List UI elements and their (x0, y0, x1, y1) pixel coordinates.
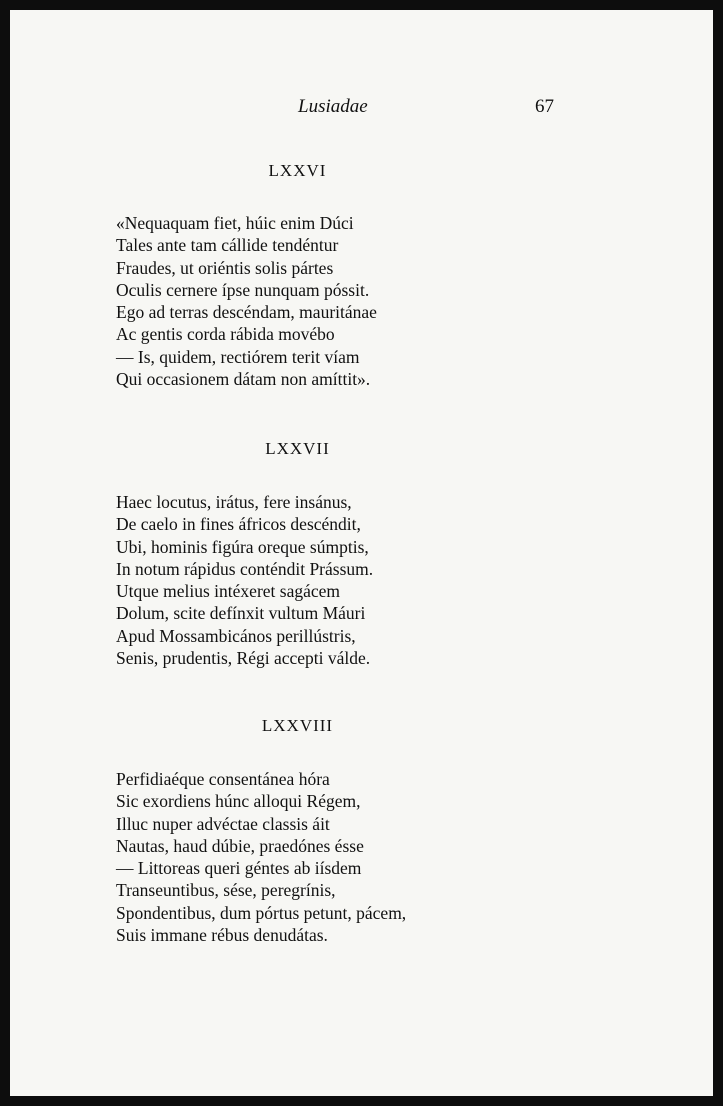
verse-line: Perfidiaéque consentánea hóra (116, 769, 330, 789)
verse-line: Ac gentis corda rábida movébo (116, 324, 335, 345)
verse-line: Ubi, hominis figúra oreque súmptis, (116, 536, 369, 557)
verse-line: Tales ante tam cállide tendéntur (116, 235, 339, 256)
verse-line: Ego ad terras descéndam, mauritánae (116, 302, 377, 323)
verse-line: Apud Mossambicános perillústris, (116, 625, 356, 646)
stanza-heading: LXXVIII (261, 716, 334, 735)
book-page (10, 10, 713, 1096)
verse-line: Transeuntibus, sése, peregrínis, (116, 880, 336, 901)
running-title: Lusiadae (298, 96, 368, 117)
verse-line: Dolum, scite defínxit vultum Máuri (116, 603, 366, 624)
verse-line: Fraudes, ut oriéntis solis pártes (116, 257, 334, 278)
verse-line: In notum rápidus conténdit Prássum. (116, 558, 374, 579)
verse-line: — Is, quidem, rectiórem terit víam (116, 346, 360, 367)
verse-line: Nautas, haud dúbie, praedónes ésse (116, 835, 364, 856)
verse-line: — Littoreas queri géntes ab iísdem (116, 858, 362, 879)
verse-line: Oculis cernere ípse nunquam póssit. (116, 279, 370, 300)
stanza-heading: LXXVII (265, 439, 330, 458)
verse-line: Sic exordiens húnc alloqui Régem, (116, 791, 361, 812)
stanza-lxxvi (116, 212, 596, 390)
verse-line: De caelo in fines áfricos descéndit, (116, 514, 361, 535)
stanza-lxxviii (116, 768, 596, 946)
page-number: 67 (535, 96, 554, 117)
verse-line: «Nequaquam fiet, húic enim Dúci (116, 213, 354, 233)
verse-line: Suis immane rébus denudátas. (116, 925, 328, 946)
verse-line: Haec locutus, irátus, fere insánus, (116, 492, 352, 512)
stanza-heading: LXXVI (268, 161, 327, 180)
stanza-lxxvii (116, 491, 596, 669)
verse-line: Utque melius intéxeret sagácem (116, 581, 341, 602)
verse-line: Illuc nuper advéctae classis áit (116, 813, 330, 834)
verse-line: Spondentibus, dum pórtus petunt, pácem, (116, 902, 407, 923)
verse-line: Qui occasionem dátam non amíttit». (116, 369, 371, 390)
verse-line: Senis, prudentis, Régi accepti válde. (116, 648, 371, 669)
